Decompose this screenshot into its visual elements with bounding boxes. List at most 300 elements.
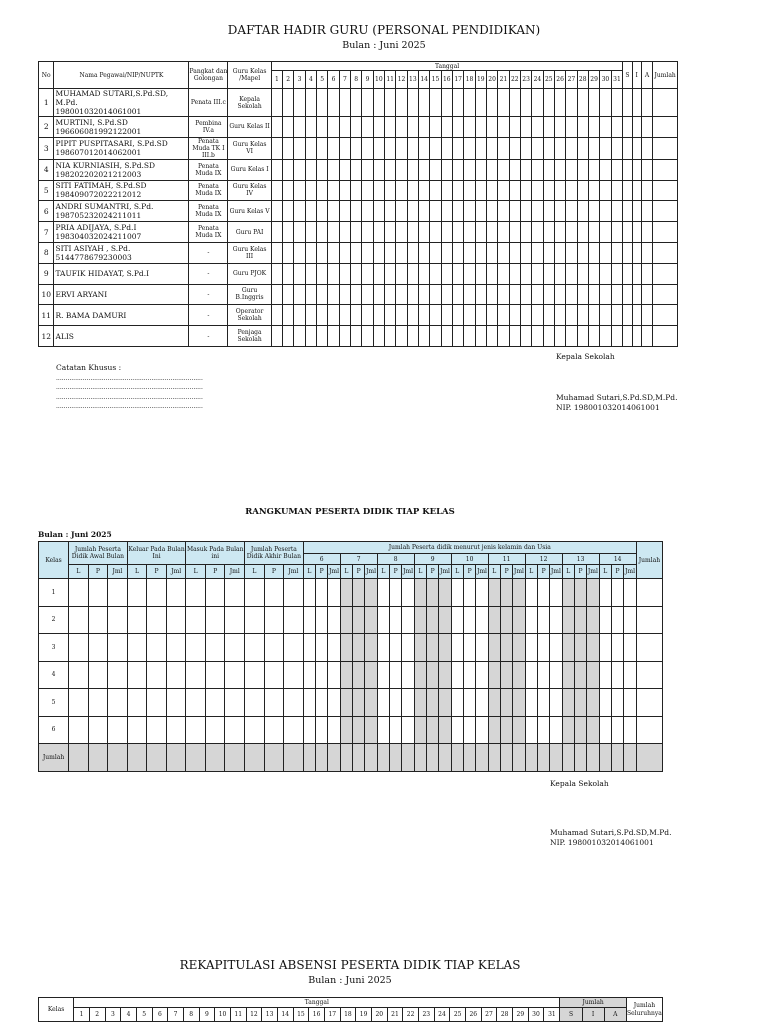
summary-cell [316,689,328,717]
attendance-cell [475,305,486,326]
age-header: 14 [599,554,636,565]
summary-cell [147,634,167,662]
age-header: 12 [525,554,562,565]
attendance-cell [373,284,384,305]
attendance-cell [623,305,632,326]
attendance-cell [641,284,652,305]
attendance-cell [532,263,543,284]
col-rank-header: Pangkat dan Golongan [189,62,228,89]
gender-row [39,565,663,579]
attendance-cell [351,263,362,284]
attendance-cell [498,222,509,243]
day-header: 9 [362,71,373,89]
student-summary-table [38,541,663,772]
summary-cell [624,716,637,744]
summary-cell [365,579,377,607]
attendance-cell [407,159,418,180]
recap-day-header: 17 [324,1008,340,1022]
age-header: 11 [488,554,525,565]
attendance-cell [509,263,520,284]
gender-p-header: P [389,565,401,579]
summary-cell [340,744,352,772]
summary-cell [426,579,438,607]
summary-cell [463,689,475,717]
attendance-cell [543,180,554,201]
attendance-cell [532,117,543,138]
attendance-cell [396,263,407,284]
summary-cell [550,579,562,607]
summary-cell [389,661,401,689]
row-number: 9 [39,263,54,284]
attendance-cell [611,137,623,159]
summary-cell [205,689,225,717]
teacher-row [39,89,678,117]
summary-cell [166,634,186,662]
teacher-role: Guru Kelas III [228,242,271,263]
summary-cell [205,716,225,744]
summary-cell [587,661,599,689]
recap-a-header: A [604,1008,626,1022]
summary-cell [574,634,586,662]
attendance-cell [588,242,599,263]
summary-cell [463,661,475,689]
summary-cell [562,634,574,662]
teacher-row [39,180,678,201]
summary-cell [500,634,512,662]
summary-cell [402,579,414,607]
gender-jml-header: Jml [284,565,304,579]
summary-cell [316,661,328,689]
attendance-cell [283,326,294,347]
attendance-cell [385,137,396,159]
attendance-cell [498,305,509,326]
attendance-cell [373,180,384,201]
attendance-cell [452,242,463,263]
attendance-cell [641,263,652,284]
summary-cell [562,689,574,717]
gender-l-header: L [525,565,537,579]
summary-cell [340,716,352,744]
attendance-cell [407,137,418,159]
attendance-cell [520,89,531,117]
summary-cell [377,606,389,634]
summary-cell [328,634,340,662]
attendance-cell [351,180,362,201]
summary-cell [451,744,463,772]
summary-cell [328,661,340,689]
attendance-cell [362,305,373,326]
attendance-cell [418,326,429,347]
attendance-cell [339,305,350,326]
summary-cell [439,689,451,717]
summary-cell [205,744,225,772]
gender-p-header: P [500,565,512,579]
summary-cell [537,634,549,662]
summary-cell [513,634,525,662]
attendance-cell [407,326,418,347]
summary-cell [264,716,284,744]
summary-cell [205,579,225,607]
summary-cell [550,606,562,634]
attendance-cell [373,137,384,159]
gender-jml-header: Jml [402,565,414,579]
kelas-header: Kelas [39,542,69,579]
teacher-nip: 198409072022212012 [55,190,142,200]
day-header: 6 [328,71,339,89]
summary-cell [439,744,451,772]
attendance-cell [294,201,305,222]
summary-end-header: Jumlah Peserta Didik Akhir Bulan [245,542,304,565]
attendance-cell [283,159,294,180]
gender-l-header: L [414,565,426,579]
summary-cell [439,634,451,662]
gender-p-header: P [205,565,225,579]
teacher-row [39,326,678,347]
attendance-cell [475,117,486,138]
summary-cell [414,689,426,717]
summary-principal-name: Muhamad Sutari,S.Pd.SD,M.Pd. [550,828,672,837]
attendance-cell [294,117,305,138]
summary-cell [463,716,475,744]
attendance-cell [418,180,429,201]
teacher-row [39,242,678,263]
row-number: 1 [39,89,54,117]
attendance-cell [362,263,373,284]
attendance-cell [486,89,497,117]
attendance-cell [339,242,350,263]
attendance-cell [543,159,554,180]
attendance-cell [373,242,384,263]
attendance-cell [373,89,384,117]
attendance-cell [611,305,623,326]
day-header: 18 [464,71,475,89]
attendance-cell [653,117,678,138]
attendance-cell [532,242,543,263]
teacher-rank: Penata III.c [189,89,228,117]
summary-cell [108,579,128,607]
summary-cell [365,744,377,772]
attendance-cell [611,201,623,222]
summary-cell [611,634,623,662]
teacher-name: MUHAMAD SUTARI,S.Pd.SD, M.Pd. [55,89,169,107]
summary-cell [525,716,537,744]
summary-cell [599,579,611,607]
attendance-cell [351,222,362,243]
attendance-cell [498,263,509,284]
attendance-cell [520,201,531,222]
attendance-cell [632,242,641,263]
attendance-cell [498,201,509,222]
attendance-cell [498,89,509,117]
summary-cell [414,744,426,772]
attendance-cell [520,326,531,347]
attendance-cell [520,284,531,305]
gender-l-header: L [303,565,315,579]
summary-cell [500,606,512,634]
class-row [39,579,663,607]
attendance-cell [520,137,531,159]
attendance-cell [373,117,384,138]
recap-day-header: 9 [199,1008,215,1022]
age-header: 13 [562,554,599,565]
attendance-cell [362,326,373,347]
day-header: 27 [566,71,577,89]
attendance-cell [632,89,641,117]
summary-cell [611,661,623,689]
teacher-name-cell [54,263,189,284]
attendance-cell [653,284,678,305]
attendance-cell [452,263,463,284]
attendance-cell [577,326,588,347]
teacher-role: Guru PAI [228,222,271,243]
attendance-cell [486,159,497,180]
summary-cell [264,689,284,717]
class-label: 5 [39,689,69,717]
summary-cell [488,689,500,717]
teacher-role: Operator Sekolah [228,305,271,326]
attendance-cell [396,137,407,159]
attendance-cell [554,242,565,263]
attendance-cell [475,284,486,305]
attendance-cell [317,305,328,326]
notes-label: Catatan Khusus : [56,363,122,372]
attendance-cell [623,222,632,243]
summary-cell [389,579,401,607]
teacher-name: PRIA ADIJAYA, S.Pd.I [55,223,137,233]
summary-cell [587,579,599,607]
summary-cell [225,579,245,607]
summary-cell [476,716,488,744]
attendance-cell [588,263,599,284]
summary-cell [245,716,265,744]
recap-day-header: 28 [497,1008,513,1022]
attendance-cell [641,137,652,159]
summary-cell [451,634,463,662]
attendance-cell [283,284,294,305]
attendance-cell [396,242,407,263]
attendance-cell [271,117,282,138]
teacher-rank: - [189,263,228,284]
day-header: 28 [577,71,588,89]
summary-cell [340,634,352,662]
summary-cell [402,689,414,717]
recap-day-header: 14 [277,1008,293,1022]
teacher-name-cell [54,159,189,180]
attendance-cell [452,159,463,180]
attendance-cell [464,305,475,326]
teacher-row [39,117,678,138]
recap-s-header: S [560,1008,582,1022]
attendance-cell [600,159,611,180]
summary-cell [205,661,225,689]
recap-day-header: 23 [418,1008,434,1022]
gender-p-header: P [316,565,328,579]
attendance-cell [532,284,543,305]
attendance-cell [566,89,577,117]
attendance-cell [509,180,520,201]
attendance-cell [520,222,531,243]
attendance-cell [632,263,641,284]
attendance-cell [294,137,305,159]
attendance-cell [611,117,623,138]
summary-cell [365,689,377,717]
summary-cell [537,716,549,744]
attendance-cell [317,242,328,263]
attendance-cell [532,201,543,222]
class-label: 3 [39,634,69,662]
attendance-cell [475,201,486,222]
attendance-cell [362,89,373,117]
attendance-cell [566,305,577,326]
summary-cell [476,744,488,772]
attendance-cell [407,305,418,326]
attendance-cell [641,117,652,138]
attendance-cell [339,284,350,305]
attendance-cell [305,263,316,284]
teacher-row [39,222,678,243]
recap-day-header: 8 [183,1008,199,1022]
attendance-cell [351,242,362,263]
summary-cell [377,744,389,772]
teacher-name-cell [54,242,189,263]
summary-cell [402,716,414,744]
attendance-cell [554,284,565,305]
summary-cell [108,634,128,662]
summary-cell [303,634,315,662]
attendance-cell [588,305,599,326]
teacher-name-cell [54,284,189,305]
summary-cell [264,606,284,634]
teacher-row [39,263,678,284]
recap-day-header: 5 [136,1008,152,1022]
teacher-role: Guru Kelas II [228,117,271,138]
summary-cell [562,744,574,772]
class-row [39,606,663,634]
recap-day-header: 19 [356,1008,372,1022]
summary-cell [284,744,304,772]
attendance-cell [396,305,407,326]
teacher-name: SITI ASIYAH , S.Pd. [55,243,131,253]
summary-cell [426,716,438,744]
attendance-cell [566,137,577,159]
summary-cell [264,634,284,662]
summary-cell [513,661,525,689]
summary-cell [166,579,186,607]
summary-cell [147,661,167,689]
recap-day-header: 11 [230,1008,246,1022]
summary-cell [69,744,89,772]
summary-total-cell [636,716,662,744]
attendance-cell [577,263,588,284]
attendance-cell [464,242,475,263]
attendance-cell [283,201,294,222]
attendance-cell [430,117,441,138]
attendance-cell [351,201,362,222]
attendance-cell [486,284,497,305]
teacher-nip: 198001032014061001 [55,107,142,116]
summary-cell [513,744,525,772]
summary-cell [328,689,340,717]
summary-cell [426,689,438,717]
attendance-cell [373,222,384,243]
attendance-cell [588,89,599,117]
summary-cell [550,744,562,772]
attendance-cell [509,89,520,117]
attendance-cell [623,117,632,138]
attendance-cell [430,222,441,243]
attendance-cell [520,117,531,138]
attendance-cell [588,117,599,138]
attendance-cell [418,89,429,117]
attendance-cell [339,180,350,201]
attendance-cell [543,137,554,159]
attendance-cell [532,137,543,159]
age-header: 7 [340,554,377,565]
attendance-cell [509,305,520,326]
attendance-cell [441,326,452,347]
attendance-cell [498,159,509,180]
attendance-cell [623,284,632,305]
summary-cell [88,606,108,634]
summary-cell [303,661,315,689]
teacher-name: PIPIT PUSPITASARI, S.Pd.SD [55,139,168,149]
class-row [39,716,663,744]
attendance-cell [351,326,362,347]
attendance-cell [577,284,588,305]
recap-i-header: I [582,1008,604,1022]
attendance-cell [641,326,652,347]
attendance-cell [653,89,678,117]
summary-cell [303,744,315,772]
attendance-cell [509,137,520,159]
attendance-cell [396,222,407,243]
summary-cell [303,579,315,607]
summary-cell [587,689,599,717]
attendance-cell [543,222,554,243]
attendance-cell [611,242,623,263]
summary-cell [611,689,623,717]
day-header: 22 [509,71,520,89]
attendance-cell [520,242,531,263]
attendance-cell [328,159,339,180]
summary-cell [414,716,426,744]
recap-total-header: Jumlah [560,998,626,1008]
attendance-cell [498,242,509,263]
summary-cell [225,634,245,662]
teacher-rank: - [189,305,228,326]
attendance-cell [532,222,543,243]
summary-cell [186,661,206,689]
summary-cell [389,634,401,662]
attendance-cell [430,263,441,284]
attendance-title: DAFTAR HADIR GURU (PERSONAL PENDIDIKAN) [227,23,541,37]
day-header: 17 [452,71,463,89]
row-number: 4 [39,159,54,180]
attendance-cell [623,201,632,222]
attendance-cell [385,89,396,117]
attendance-cell [475,326,486,347]
day-header: 2 [283,71,294,89]
teacher-rank: Penata Muda IX [189,159,228,180]
attendance-cell [317,222,328,243]
teacher-nip: 198304032024211007 [55,232,142,242]
summary-cell [451,689,463,717]
attendance-cell [611,89,623,117]
attendance-cell [407,222,418,243]
age-header: 6 [303,554,340,565]
attendance-cell [554,326,565,347]
summary-total-cell [636,634,662,662]
